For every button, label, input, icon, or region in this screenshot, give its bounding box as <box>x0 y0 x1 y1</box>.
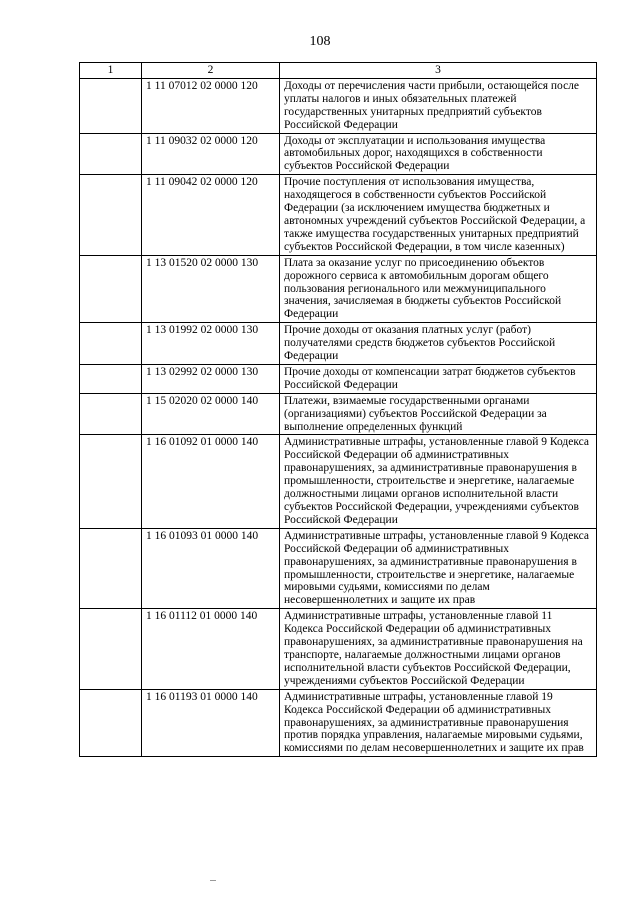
description-cell: Административные штрафы, установленные главой 19 Кодекса Российской Федерации об административных правонарушениях, за административные правонарушения против порядка управления, налагаемые мировыми судьями, комиссиями по делам несовершеннолетних и защите их прав <box>280 689 597 757</box>
row-number-cell <box>80 609 142 689</box>
description-cell: Прочие доходы от оказания платных услуг (работ) получателями средств бюджетов субъектов Российской Федерации <box>280 323 597 365</box>
budget-code-cell: 1 11 09032 02 0000 120 <box>142 133 280 175</box>
budget-code-cell: 1 13 01520 02 0000 130 <box>142 255 280 323</box>
description-cell: Доходы от эксплуатации и использования имущества автомобильных дорог, находящихся в собственности субъектов Российской Федерации <box>280 133 597 175</box>
description-cell: Административные штрафы, установленные главой 9 Кодекса Российской Федерации об административных правонарушениях, за административные правонарушения в промышленности, строительстве и энергетике, налагаемые должностными лицами органов исполнительной власти субъектов Российской Федерации, учреждениями субъектов Российской Федерации <box>280 435 597 528</box>
table-row <box>80 689 597 757</box>
column-header-2: 2 <box>142 63 280 79</box>
revenue-codes-table <box>79 62 597 757</box>
description-cell: Прочие поступления от использования имущества, находящегося в собственности субъектов Российской Федерации (за исключением имущества бюджетных и автономных учреждений субъектов Российской Федерации, а также имущества государственных унитарных предприятий субъектов Российской Федерации, в том числе казенных) <box>280 175 597 255</box>
description-cell: Административные штрафы, установленные главой 9 Кодекса Российской Федерации об административных правонарушениях, за административные правонарушения в промышленности, строительстве и энергетике, налагаемые мировыми судьями, комиссиями по делам несовершеннолетних и защите их прав <box>280 528 597 608</box>
row-number-cell <box>80 78 142 133</box>
row-number-cell <box>80 175 142 255</box>
description-cell: Плата за оказание услуг по присоединению объектов дорожного сервиса к автомобильным дорогам общего пользования регионального или межмуниципального значения, зачисляемая в бюджеты субъектов Российской Федерации <box>280 255 597 323</box>
budget-code-cell: 1 11 07012 02 0000 120 <box>142 78 280 133</box>
row-number-cell <box>80 689 142 757</box>
table-row <box>80 393 597 435</box>
row-number-cell <box>80 323 142 365</box>
description-cell: Платежи, взимаемые государственными органами (организациями) субъектов Российской Федерации за выполнение определенных функций <box>280 393 597 435</box>
description-cell: Прочие доходы от компенсации затрат бюджетов субъектов Российской Федерации <box>280 364 597 393</box>
column-header-1: 1 <box>80 63 142 79</box>
table-row <box>80 364 597 393</box>
budget-code-cell: 1 16 01112 01 0000 140 <box>142 609 280 689</box>
table-row <box>80 175 597 255</box>
budget-code-cell: 1 13 01992 02 0000 130 <box>142 323 280 365</box>
scan-mark <box>210 880 216 881</box>
row-number-cell <box>80 435 142 528</box>
table-row <box>80 435 597 528</box>
table-body <box>80 78 597 756</box>
row-number-cell <box>80 528 142 608</box>
column-header-3: 3 <box>280 63 597 79</box>
row-number-cell <box>80 255 142 323</box>
row-number-cell <box>80 133 142 175</box>
table-row <box>80 255 597 323</box>
budget-code-cell: 1 13 02992 02 0000 130 <box>142 364 280 393</box>
table-row <box>80 78 597 133</box>
row-number-cell <box>80 393 142 435</box>
table-row <box>80 323 597 365</box>
table-row <box>80 528 597 608</box>
description-cell: Доходы от перечисления части прибыли, остающейся после уплаты налогов и иных обязательных платежей государственных унитарных предприятий субъектов Российской Федерации <box>280 78 597 133</box>
budget-code-cell: 1 16 01193 01 0000 140 <box>142 689 280 757</box>
budget-code-cell: 1 16 01093 01 0000 140 <box>142 528 280 608</box>
page-number: 108 <box>309 34 331 49</box>
budget-code-cell: 1 15 02020 02 0000 140 <box>142 393 280 435</box>
table-row <box>80 133 597 175</box>
budget-code-cell: 1 16 01092 01 0000 140 <box>142 435 280 528</box>
table-row <box>80 609 597 689</box>
budget-code-cell: 1 11 09042 02 0000 120 <box>142 175 280 255</box>
row-number-cell <box>80 364 142 393</box>
table-header-row <box>80 63 597 79</box>
description-cell: Административные штрафы, установленные главой 11 Кодекса Российской Федерации об административных правонарушениях, за административные правонарушения на транспорте, налагаемые должностными лицами органов исполнительной власти субъектов Российской Федерации, учреждениями субъектов Российской Федерации <box>280 609 597 689</box>
